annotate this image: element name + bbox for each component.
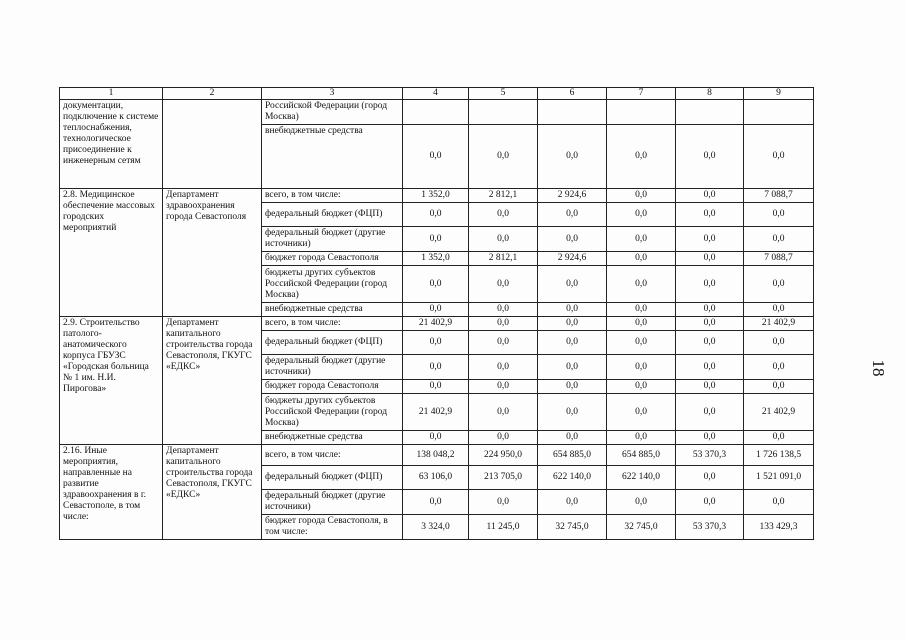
- value-cell: 0,0: [469, 355, 538, 380]
- value-cell: 622 140,0: [538, 466, 607, 490]
- funding-source: всего, в том числе:: [262, 445, 403, 466]
- value-cell: 0,0: [403, 227, 469, 252]
- funding-source: внебюджетные средства: [262, 431, 403, 445]
- value-cell: 0,0: [676, 355, 744, 380]
- value-cell: 11 245,0: [469, 515, 538, 540]
- value-cell: 0,0: [469, 431, 538, 445]
- value-cell: 0,0: [538, 431, 607, 445]
- value-cell: 654 885,0: [538, 445, 607, 466]
- column-number: 3: [262, 88, 403, 100]
- value-cell: 0,0: [469, 394, 538, 431]
- funding-source: бюджет города Севастополя: [262, 380, 403, 394]
- value-cell: 32 745,0: [538, 515, 607, 540]
- value-cell: [676, 100, 744, 125]
- value-cell: 1 521 091,0: [744, 466, 814, 490]
- measure-name-continued: документации, подключение к системе теплоснабжения, технологическое присоединение к инженерным сетям: [60, 100, 163, 189]
- executor-name: Департамент капитального строительства города Севастополя, ГКУГС «ЕДКС»: [163, 317, 262, 445]
- value-cell: 0,0: [403, 490, 469, 515]
- funding-source: бюджет города Севастополя: [262, 252, 403, 266]
- value-cell: 0,0: [403, 431, 469, 445]
- value-cell: 0,0: [469, 490, 538, 515]
- value-cell: 0,0: [607, 355, 676, 380]
- value-cell: 0,0: [538, 355, 607, 380]
- value-cell: 0,0: [469, 227, 538, 252]
- funding-source: внебюджетные средства: [262, 125, 403, 189]
- value-cell: 53 370,3: [676, 515, 744, 540]
- column-number: 4: [403, 88, 469, 100]
- value-cell: 0,0: [607, 125, 676, 189]
- measure-name: 2.8. Медицинское обеспечение массовых городских мероприятий: [60, 189, 163, 317]
- value-cell: 0,0: [676, 380, 744, 394]
- column-number: 1: [60, 88, 163, 100]
- value-cell: 0,0: [469, 203, 538, 227]
- value-cell: 0,0: [538, 490, 607, 515]
- value-cell: [538, 100, 607, 125]
- value-cell: 2 924,6: [538, 252, 607, 266]
- value-cell: 654 885,0: [607, 445, 676, 466]
- value-cell: 0,0: [676, 303, 744, 317]
- value-cell: 0,0: [676, 252, 744, 266]
- column-number: 5: [469, 88, 538, 100]
- executor-name: Департамент здравоохранения города Севастополя: [163, 189, 262, 317]
- value-cell: 7 088,7: [744, 252, 814, 266]
- funding-source: федеральный бюджет (ФЦП): [262, 203, 403, 227]
- budget-table: [59, 87, 814, 540]
- value-cell: 0,0: [403, 203, 469, 227]
- value-cell: 138 048,2: [403, 445, 469, 466]
- value-cell: 213 705,0: [469, 466, 538, 490]
- value-cell: 0,0: [744, 125, 814, 189]
- value-cell: 21 402,9: [744, 394, 814, 431]
- value-cell: 0,0: [403, 303, 469, 317]
- value-cell: 0,0: [744, 203, 814, 227]
- table-row: [60, 189, 814, 203]
- value-cell: 0,0: [469, 303, 538, 317]
- funding-source: бюджет города Севастополя, в том числе:: [262, 515, 403, 540]
- value-cell: 21 402,9: [744, 317, 814, 331]
- value-cell: 1 352,0: [403, 189, 469, 203]
- value-cell: 0,0: [607, 331, 676, 355]
- value-cell: 21 402,9: [403, 317, 469, 331]
- value-cell: 0,0: [676, 331, 744, 355]
- value-cell: 0,0: [469, 331, 538, 355]
- value-cell: 0,0: [403, 355, 469, 380]
- value-cell: [403, 100, 469, 125]
- value-cell: 21 402,9: [403, 394, 469, 431]
- funding-source: всего, в том числе:: [262, 189, 403, 203]
- value-cell: 1 352,0: [403, 252, 469, 266]
- measure-name: 2.9. Строительство патолого-анатомического корпуса ГБУЗС «Городская больница № 1 им. Н.И. Пирогова»: [60, 317, 163, 445]
- table-row: [60, 100, 814, 125]
- value-cell: 0,0: [744, 303, 814, 317]
- value-cell: 0,0: [607, 380, 676, 394]
- funding-source: внебюджетные средства: [262, 303, 403, 317]
- funding-source: всего, в том числе:: [262, 317, 403, 331]
- value-cell: 0,0: [607, 431, 676, 445]
- funding-source: бюджеты других субъектов Российской Федерации (город Москва): [262, 394, 403, 431]
- value-cell: 0,0: [538, 380, 607, 394]
- value-cell: 0,0: [607, 252, 676, 266]
- value-cell: 53 370,3: [676, 445, 744, 466]
- value-cell: 0,0: [607, 394, 676, 431]
- value-cell: 0,0: [744, 227, 814, 252]
- value-cell: 0,0: [538, 303, 607, 317]
- value-cell: 0,0: [538, 227, 607, 252]
- value-cell: 0,0: [538, 125, 607, 189]
- value-cell: 0,0: [469, 317, 538, 331]
- value-cell: [469, 100, 538, 125]
- value-cell: 7 088,7: [744, 189, 814, 203]
- value-cell: 0,0: [676, 317, 744, 331]
- table-row: [60, 445, 814, 466]
- funding-source: бюджеты других субъектов Российской Федерации (город Москва): [262, 266, 403, 303]
- value-cell: 0,0: [469, 266, 538, 303]
- value-cell: 0,0: [538, 266, 607, 303]
- value-cell: 2 812,1: [469, 252, 538, 266]
- value-cell: 622 140,0: [607, 466, 676, 490]
- value-cell: 0,0: [676, 203, 744, 227]
- value-cell: 0,0: [744, 380, 814, 394]
- funding-source: Российской Федерации (город Москва): [262, 100, 403, 125]
- executor-name: Департамент капитального строительства города Севастополя, ГКУГС «ЕДКС»: [163, 445, 262, 540]
- value-cell: 0,0: [403, 331, 469, 355]
- value-cell: 0,0: [676, 125, 744, 189]
- value-cell: 0,0: [469, 125, 538, 189]
- value-cell: 0,0: [607, 490, 676, 515]
- value-cell: 0,0: [607, 266, 676, 303]
- value-cell: 0,0: [676, 189, 744, 203]
- column-number-row: [60, 88, 814, 100]
- value-cell: 0,0: [403, 380, 469, 394]
- funding-source: федеральный бюджет (ФЦП): [262, 331, 403, 355]
- value-cell: 0,0: [607, 189, 676, 203]
- funding-source: федеральный бюджет (другие источники): [262, 355, 403, 380]
- value-cell: 2 924,6: [538, 189, 607, 203]
- value-cell: 0,0: [607, 227, 676, 252]
- column-number: 7: [607, 88, 676, 100]
- value-cell: 0,0: [469, 380, 538, 394]
- value-cell: 0,0: [676, 227, 744, 252]
- value-cell: 0,0: [676, 466, 744, 490]
- measure-name: 2.16. Иные мероприятия, направленные на развитие здравоохранения в г. Севастополе, в том числе:: [60, 445, 163, 540]
- table-row: [60, 317, 814, 331]
- value-cell: 0,0: [538, 394, 607, 431]
- column-number: 8: [676, 88, 744, 100]
- value-cell: 1 726 138,5: [744, 445, 814, 466]
- value-cell: 0,0: [403, 125, 469, 189]
- value-cell: 0,0: [676, 394, 744, 431]
- column-number: 6: [538, 88, 607, 100]
- value-cell: 0,0: [744, 331, 814, 355]
- value-cell: 0,0: [676, 490, 744, 515]
- value-cell: [607, 100, 676, 125]
- funding-source: федеральный бюджет (ФЦП): [262, 466, 403, 490]
- value-cell: 0,0: [607, 303, 676, 317]
- value-cell: 0,0: [744, 431, 814, 445]
- page-number: 18: [869, 359, 888, 377]
- value-cell: 0,0: [744, 266, 814, 303]
- value-cell: [744, 100, 814, 125]
- column-number: 2: [163, 88, 262, 100]
- funding-source: федеральный бюджет (другие источники): [262, 227, 403, 252]
- executor-cell: [163, 100, 262, 189]
- value-cell: 2 812,1: [469, 189, 538, 203]
- value-cell: 0,0: [403, 266, 469, 303]
- funding-source: федеральный бюджет (другие источники): [262, 490, 403, 515]
- value-cell: 3 324,0: [403, 515, 469, 540]
- value-cell: 0,0: [538, 203, 607, 227]
- value-cell: 0,0: [744, 355, 814, 380]
- value-cell: 133 429,3: [744, 515, 814, 540]
- value-cell: 63 106,0: [403, 466, 469, 490]
- value-cell: 0,0: [538, 317, 607, 331]
- value-cell: 224 950,0: [469, 445, 538, 466]
- value-cell: 0,0: [607, 203, 676, 227]
- value-cell: 0,0: [676, 431, 744, 445]
- value-cell: 0,0: [744, 490, 814, 515]
- value-cell: 32 745,0: [607, 515, 676, 540]
- column-number: 9: [744, 88, 814, 100]
- value-cell: 0,0: [676, 266, 744, 303]
- value-cell: 0,0: [538, 331, 607, 355]
- value-cell: 0,0: [607, 317, 676, 331]
